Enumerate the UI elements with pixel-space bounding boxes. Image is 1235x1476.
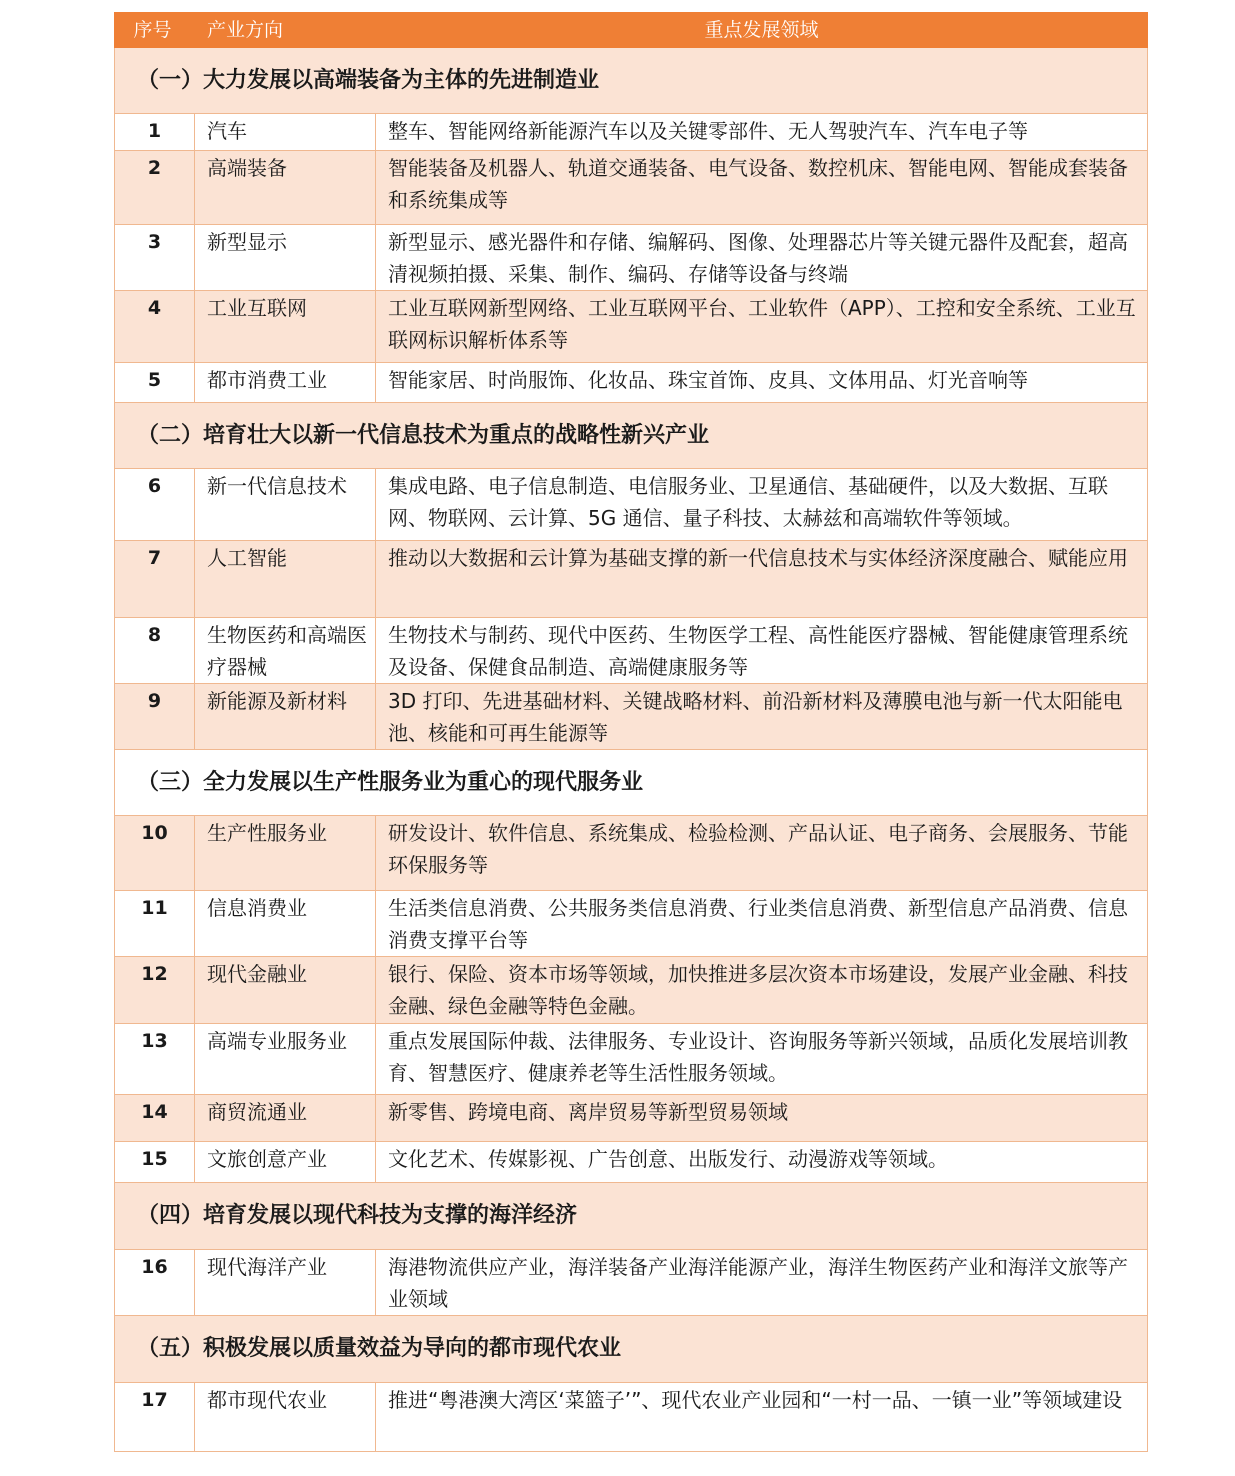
- row-direction: 现代金融业: [195, 957, 376, 1024]
- row-direction: 新能源及新材料: [195, 684, 376, 750]
- row-focus: 新型显示、感光器件和存储、编解码、图像、处理器芯片等关键元器件及配套，超高清视频拍摄、采集、制作、编码、存储等设备与终端: [376, 225, 1148, 291]
- table-row: [115, 363, 1148, 403]
- row-direction: 文旅创意产业: [195, 1142, 376, 1183]
- row-focus: 3D 打印、先进基础材料、关键战略材料、前沿新材料及薄膜电池与新一代太阳能电池、核能和可再生能源等: [376, 684, 1148, 750]
- row-focus: 新零售、跨境电商、离岸贸易等新型贸易领域: [376, 1095, 1148, 1142]
- row-direction: 都市现代农业: [195, 1383, 376, 1452]
- section-title: （三）全力发展以生产性服务业为重心的现代服务业: [115, 750, 1148, 816]
- table-row: [115, 618, 1148, 684]
- row-direction: 新一代信息技术: [195, 469, 376, 541]
- table-row: [115, 291, 1148, 363]
- section-title: （二）培育壮大以新一代信息技术为重点的战略性新兴产业: [115, 403, 1148, 469]
- row-direction: 高端专业服务业: [195, 1024, 376, 1095]
- row-direction: 生物医药和高端医疗器械: [195, 618, 376, 684]
- section-row: [115, 750, 1148, 816]
- row-focus: 智能装备及机器人、轨道交通装备、电气设备、数控机床、智能电网、智能成套装备和系统集成等: [376, 151, 1148, 225]
- row-number: 1: [115, 114, 195, 151]
- section-row: [115, 403, 1148, 469]
- row-direction: 商贸流通业: [195, 1095, 376, 1142]
- row-number: 15: [115, 1142, 195, 1183]
- row-direction: 人工智能: [195, 541, 376, 618]
- row-direction: 新型显示: [195, 225, 376, 291]
- section-title: （一）大力发展以高端装备为主体的先进制造业: [115, 48, 1148, 114]
- row-number: 4: [115, 291, 195, 363]
- row-number: 8: [115, 618, 195, 684]
- table-row: [115, 151, 1148, 225]
- row-focus: 研发设计、软件信息、系统集成、检验检测、产品认证、电子商务、会展服务、节能环保服务等: [376, 816, 1148, 891]
- row-number: 6: [115, 469, 195, 541]
- table-row: [115, 1142, 1148, 1183]
- row-focus: 生活类信息消费、公共服务类信息消费、行业类信息消费、新型信息产品消费、信息消费支撑平台等: [376, 891, 1148, 957]
- header-number: 序号: [115, 13, 195, 48]
- row-focus: 重点发展国际仲裁、法律服务、专业设计、咨询服务等新兴领域，品质化发展培训教育、智慧医疗、健康养老等生活性服务领域。: [376, 1024, 1148, 1095]
- row-number: 14: [115, 1095, 195, 1142]
- table-row: [115, 1024, 1148, 1095]
- row-number: 17: [115, 1383, 195, 1452]
- section-title: （四）培育发展以现代科技为支撑的海洋经济: [115, 1183, 1148, 1250]
- row-focus: 生物技术与制药、现代中医药、生物医学工程、高性能医疗器械、智能健康管理系统及设备、保健食品制造、高端健康服务等: [376, 618, 1148, 684]
- row-direction: 现代海洋产业: [195, 1250, 376, 1316]
- table-row: [115, 684, 1148, 750]
- row-number: 2: [115, 151, 195, 225]
- row-number: 12: [115, 957, 195, 1024]
- table-row: [115, 1383, 1148, 1452]
- table-row: [115, 114, 1148, 151]
- table-row: [115, 469, 1148, 541]
- row-number: 13: [115, 1024, 195, 1095]
- section-title: （五）积极发展以质量效益为导向的都市现代农业: [115, 1316, 1148, 1383]
- row-direction: 都市消费工业: [195, 363, 376, 403]
- table-row: [115, 816, 1148, 891]
- row-direction: 汽车: [195, 114, 376, 151]
- section-row: [115, 48, 1148, 114]
- table-row: [115, 541, 1148, 618]
- row-number: 7: [115, 541, 195, 618]
- header-focus: 重点发展领域: [376, 13, 1148, 48]
- row-focus: 推进“粤港澳大湾区‘菜篮子’”、现代农业产业园和“一村一品、一镇一业”等领域建设: [376, 1383, 1148, 1452]
- row-number: 16: [115, 1250, 195, 1316]
- table-row: [115, 225, 1148, 291]
- row-direction: 工业互联网: [195, 291, 376, 363]
- table-row: [115, 891, 1148, 957]
- header-direction: 产业方向: [195, 13, 376, 48]
- table-row: [115, 957, 1148, 1024]
- row-number: 9: [115, 684, 195, 750]
- row-focus: 工业互联网新型网络、工业互联网平台、工业软件（APP）、工控和安全系统、工业互联网标识解析体系等: [376, 291, 1148, 363]
- table-row: [115, 1250, 1148, 1316]
- row-direction: 生产性服务业: [195, 816, 376, 891]
- row-focus: 文化艺术、传媒影视、广告创意、出版发行、动漫游戏等领域。: [376, 1142, 1148, 1183]
- row-focus: 海港物流供应产业，海洋装备产业海洋能源产业，海洋生物医药产业和海洋文旅等产业领域: [376, 1250, 1148, 1316]
- table-header-row: [115, 13, 1148, 48]
- row-focus: 集成电路、电子信息制造、电信服务业、卫星通信、基础硬件，以及大数据、互联网、物联网、云计算、5G 通信、量子科技、太赫兹和高端软件等领域。: [376, 469, 1148, 541]
- row-focus: 智能家居、时尚服饰、化妆品、珠宝首饰、皮具、文体用品、灯光音响等: [376, 363, 1148, 403]
- row-number: 5: [115, 363, 195, 403]
- row-number: 3: [115, 225, 195, 291]
- row-number: 11: [115, 891, 195, 957]
- row-focus: 银行、保险、资本市场等领域，加快推进多层次资本市场建设，发展产业金融、科技金融、绿色金融等特色金融。: [376, 957, 1148, 1024]
- section-row: [115, 1183, 1148, 1250]
- table-row: [115, 1095, 1148, 1142]
- row-number: 10: [115, 816, 195, 891]
- row-focus: 推动以大数据和云计算为基础支撑的新一代信息技术与实体经济深度融合、赋能应用: [376, 541, 1148, 618]
- row-direction: 高端装备: [195, 151, 376, 225]
- row-direction: 信息消费业: [195, 891, 376, 957]
- row-focus: 整车、智能网络新能源汽车以及关键零部件、无人驾驶汽车、汽车电子等: [376, 114, 1148, 151]
- industry-table: [114, 12, 1148, 1452]
- section-row: [115, 1316, 1148, 1383]
